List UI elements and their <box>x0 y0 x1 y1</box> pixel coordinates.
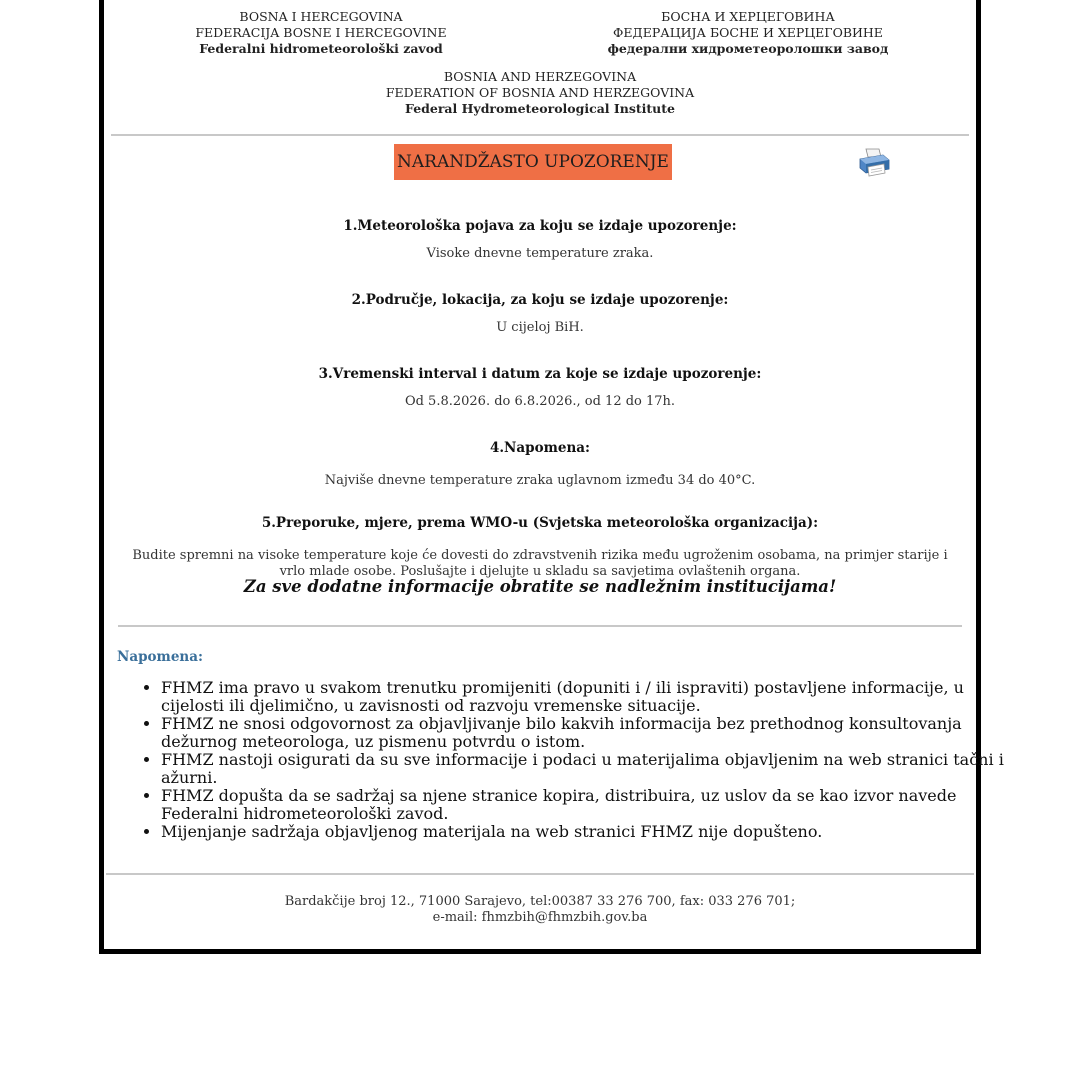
header-right-country: БОСНА И ХЕРЦЕГОВИНА <box>661 9 835 24</box>
header-center-institute: Federal Hydrometeorological Institute <box>405 101 675 116</box>
section-1-text: Visoke dnevne temperature zraka. <box>426 246 654 261</box>
list-item: • FHMZ ne snosi odgovornost za objavljivanje bilo kakvih informacija bez prethodnog konsultovanja dežurnog meteorologa, uz pismenu potvrdu o istom. <box>161 715 1021 751</box>
section-3-title: 3.Vremenski interval i datum za koje se izdaje upozorenje: <box>318 366 762 382</box>
section-2-title: 2.Područje, lokacija, za koju se izdaje upozorenje: <box>351 292 729 308</box>
header-left-federation: FEDERACIJA BOSNE I HERCEGOVINE <box>195 25 447 40</box>
header-divider <box>111 134 969 136</box>
notes-list <box>117 679 1021 841</box>
section-4-text: Najviše dnevne temperature zraka uglavnom između 34 do 40°C. <box>324 473 756 488</box>
header-left-country: BOSNA I HERCEGOVINA <box>239 9 403 24</box>
footer <box>104 894 976 926</box>
section-4-title: 4.Napomena: <box>489 440 591 456</box>
printer-icon-graphic <box>857 147 891 177</box>
page-content <box>104 0 1004 949</box>
notes-title: Napomena: <box>117 649 203 665</box>
list-item: • FHMZ dopušta da se sadržaj sa njene stranice kopira, distribuira, uz uslov da se kao izvor navede Federalni hidrometeorološki zavod. <box>161 787 1021 823</box>
header-left-institute: Federalni hidrometeorološki zavod <box>199 41 443 56</box>
section-1-title: 1.Meteorološka pojava za koju se izdaje upozorenje: <box>343 218 737 234</box>
printer-icon[interactable] <box>857 147 891 177</box>
header-center <box>104 69 976 117</box>
footer-email-link[interactable]: fhmzbih@fhmzbih.gov.ba <box>481 910 648 925</box>
footer-divider <box>106 873 974 875</box>
section-2-text: U cijeloj BiH. <box>496 320 584 335</box>
header-right-institute: федерални хидрометеоролошки завод <box>607 41 889 56</box>
notes-divider <box>118 625 962 627</box>
header-center-federation: FEDERATION OF BOSNIA AND HERZEGOVINA <box>385 85 695 100</box>
closing-note: Za sve dodatne informacije obratite se nadležnim institucijama! <box>243 577 837 596</box>
header-left <box>111 9 531 57</box>
footer-email-label: e-mail: <box>432 910 482 925</box>
footer-address: Bardakčije broj 12., 71000 Sarajevo, tel:00387 33 276 700, fax: 033 276 701; <box>284 894 796 909</box>
section-5-text: Budite spremni na visoke temperature koje će dovesti do zdravstvenih rizika među ugroženim osobama, na primjer starije i vrlo mlade osobe. Poslušajte i djelujte u skladu sa savjetima ovlaštenih organa. <box>132 548 948 579</box>
section-3-text: Od 5.8.2026. do 6.8.2026., od 12 do 17h. <box>404 394 676 409</box>
section-5-title: 5.Preporuke, mjere, prema WMO-u (Svjetska meteorološka organizacija): <box>261 515 819 531</box>
list-item: • FHMZ ima pravo u svakom trenutku promijeniti (dopuniti i / ili ispraviti) postavljene informacije, u cijelosti ili djelimično, u zavisnosti od razvoju vremenske situacije. <box>161 679 1021 715</box>
list-item: • Mijenjanje sadržaja objavljenog materijala na web stranici FHMZ nije dopušteno. <box>161 823 1021 841</box>
header-right <box>538 9 958 57</box>
header-center-country: BOSNIA AND HERZEGOVINA <box>443 69 637 84</box>
footer-email-line <box>104 910 976 926</box>
list-item: • FHMZ nastoji osigurati da su sve informacije i podaci u materijalima objavljenim na web stranici tačni i ažurni. <box>161 751 1021 787</box>
page-frame <box>99 0 1004 954</box>
header-right-federation: ФЕДЕРАЦИЈА БОСНЕ И ХЕРЦЕГОВИНЕ <box>613 25 883 40</box>
warning-badge: NARANDŽASTO UPOZORENJE <box>394 144 672 180</box>
